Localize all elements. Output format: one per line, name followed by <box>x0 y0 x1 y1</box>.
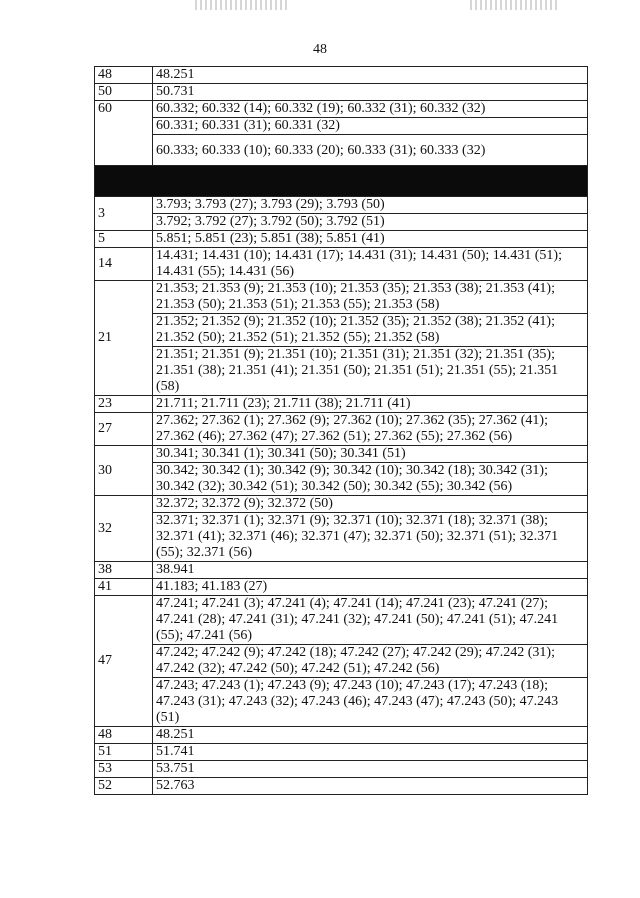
table-row <box>95 413 588 446</box>
row-entry: 60.332; 60.332 (14); 60.332 (19); 60.332 (31); 60.332 (32) <box>153 101 588 118</box>
row-code: 48 <box>95 727 153 744</box>
row-entry: 30.342; 30.342 (1); 30.342 (9); 30.342 (10); 30.342 (18); 30.342 (31); 30.342 (32); 30.342 (51); 30.342 (50); 30.342 (55); 30.342 (56) <box>153 463 588 496</box>
table-row <box>95 118 588 135</box>
row-entry: 3.792; 3.792 (27); 3.792 (50); 3.792 (51) <box>153 214 588 231</box>
row-entry: 48.251 <box>153 67 588 84</box>
row-entry: 3.793; 3.793 (27); 3.793 (29); 3.793 (50) <box>153 197 588 214</box>
row-entry: 38.941 <box>153 562 588 579</box>
row-code: 48 <box>95 67 153 84</box>
row-entry: 41.183; 41.183 (27) <box>153 579 588 596</box>
table-row <box>95 101 588 118</box>
table-row <box>95 446 588 463</box>
row-entry: 14.431; 14.431 (10); 14.431 (17); 14.431 (31); 14.431 (50); 14.431 (51); 14.431 (55); 14.431 (56) <box>153 248 588 281</box>
table-row <box>95 314 588 347</box>
row-entry: 32.372; 32.372 (9); 32.372 (50) <box>153 496 588 513</box>
page-number: 48 <box>313 42 327 57</box>
row-entry: 21.351; 21.351 (9); 21.351 (10); 21.351 (31); 21.351 (32); 21.351 (35); 21.351 (38); 21.351 (41); 21.351 (50); 21.351 (51); 21.351 (55); 21.351 (58) <box>153 347 588 396</box>
table-row <box>95 214 588 231</box>
row-entry: 47.242; 47.242 (9); 47.242 (18); 47.242 (27); 47.242 (29); 47.242 (31); 47.242 (32); 47.242 (50); 47.242 (51); 47.242 (56) <box>153 645 588 678</box>
row-code: 60 <box>95 101 153 166</box>
row-code: 23 <box>95 396 153 413</box>
row-code: 30 <box>95 446 153 496</box>
row-code: 5 <box>95 231 153 248</box>
table-row <box>95 778 588 795</box>
row-code: 52 <box>95 778 153 795</box>
row-code: 3 <box>95 197 153 231</box>
table-row <box>95 347 588 396</box>
row-code: 38 <box>95 562 153 579</box>
table-row <box>95 596 588 645</box>
table-row <box>95 84 588 101</box>
row-entry: 51.741 <box>153 744 588 761</box>
table-row <box>95 248 588 281</box>
table-row <box>95 197 588 214</box>
row-code: 41 <box>95 579 153 596</box>
row-code: 27 <box>95 413 153 446</box>
row-entry: 30.341; 30.341 (1); 30.341 (50); 30.341 (51) <box>153 446 588 463</box>
redaction-bar <box>95 166 588 197</box>
table-row <box>95 281 588 314</box>
table-row <box>95 463 588 496</box>
row-entry: 60.333; 60.333 (10); 60.333 (20); 60.333 (31); 60.333 (32) <box>153 135 588 166</box>
row-code: 53 <box>95 761 153 778</box>
table-row <box>95 579 588 596</box>
table-row <box>95 135 588 166</box>
table-row <box>95 67 588 84</box>
row-entry: 47.243; 47.243 (1); 47.243 (9); 47.243 (10); 47.243 (17); 47.243 (18); 47.243 (31); 47.243 (32); 47.243 (46); 47.243 (47); 47.243 (50); 47.243 (51) <box>153 678 588 727</box>
table-row <box>95 562 588 579</box>
row-entry: 21.352; 21.352 (9); 21.352 (10); 21.352 (35); 21.352 (38); 21.352 (41); 21.352 (50); 21.352 (51); 21.352 (55); 21.352 (58) <box>153 314 588 347</box>
redaction-bar-cell <box>95 166 588 197</box>
row-entry: 53.751 <box>153 761 588 778</box>
row-entry: 27.362; 27.362 (1); 27.362 (9); 27.362 (10); 27.362 (35); 27.362 (41); 27.362 (46); 27.362 (47); 27.362 (51); 27.362 (55); 27.362 (56) <box>153 413 588 446</box>
row-entry: 5.851; 5.851 (23); 5.851 (38); 5.851 (41) <box>153 231 588 248</box>
row-entry: 60.331; 60.331 (31); 60.331 (32) <box>153 118 588 135</box>
row-code: 47 <box>95 596 153 727</box>
row-entry: 52.763 <box>153 778 588 795</box>
table-row <box>95 678 588 727</box>
row-entry: 21.353; 21.353 (9); 21.353 (10); 21.353 (35); 21.353 (38); 21.353 (41); 21.353 (50); 21.353 (51); 21.353 (55); 21.353 (58) <box>153 281 588 314</box>
table-row <box>95 645 588 678</box>
table-row <box>95 761 588 778</box>
table-row <box>95 396 588 413</box>
row-entry: 32.371; 32.371 (1); 32.371 (9); 32.371 (10); 32.371 (18); 32.371 (38); 32.371 (41); 32.371 (46); 32.371 (47); 32.371 (50); 32.371 (51); 32.371 (55); 32.371 (56) <box>153 513 588 562</box>
table-row <box>95 496 588 513</box>
classification-table <box>94 66 588 795</box>
row-entry: 21.711; 21.711 (23); 21.711 (38); 21.711 (41) <box>153 396 588 413</box>
row-code: 14 <box>95 248 153 281</box>
table-row <box>95 513 588 562</box>
table-row <box>95 727 588 744</box>
scan-artifact <box>195 0 290 10</box>
row-entry: 50.731 <box>153 84 588 101</box>
row-code: 50 <box>95 84 153 101</box>
scan-artifact <box>470 0 560 10</box>
row-code: 32 <box>95 496 153 562</box>
table-row <box>95 744 588 761</box>
row-entry: 48.251 <box>153 727 588 744</box>
row-entry: 47.241; 47.241 (3); 47.241 (4); 47.241 (14); 47.241 (23); 47.241 (27); 47.241 (28); 47.241 (31); 47.241 (32); 47.241 (50); 47.241 (51); 47.241 (55); 47.241 (56) <box>153 596 588 645</box>
row-code: 21 <box>95 281 153 396</box>
table-row <box>95 231 588 248</box>
row-code: 51 <box>95 744 153 761</box>
